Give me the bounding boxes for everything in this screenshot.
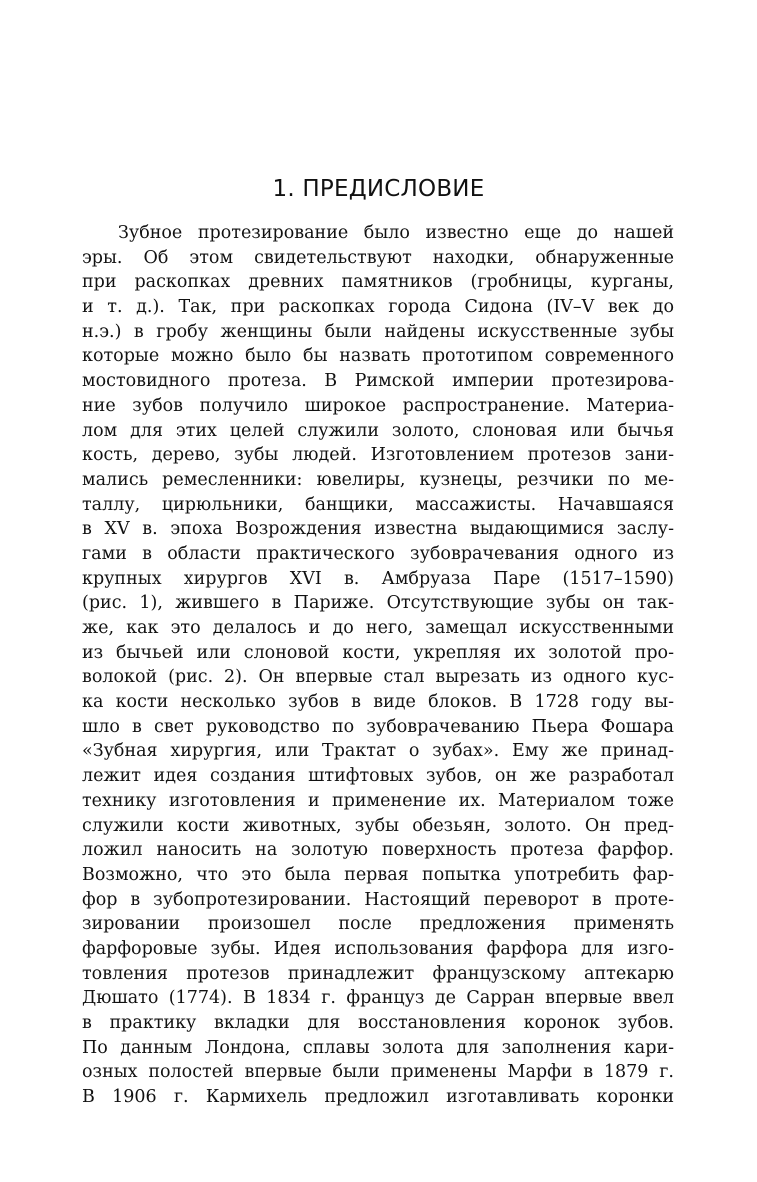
- text-line: н.э.) в гробу женщины были найдены искусственные зубы: [82, 321, 674, 342]
- text-line: шло в свет руководство по зубоврачеванию Пьера Фошара: [82, 716, 674, 737]
- text-line: «Зубная хирургия, или Трактат о зубах». Ему же принад-: [82, 741, 674, 762]
- text-line: озных полостей впервые были применены Марфи в 1879 г.: [82, 1062, 674, 1083]
- text-line: В 1906 г. Кармихель предложил изготавливать коронки: [82, 1087, 674, 1108]
- text-line: ка кости несколько зубов в виде блоков. В 1728 году вы-: [82, 692, 674, 713]
- text-line: Зубное протезирование было известно еще до нашей: [118, 223, 674, 243]
- text-line: (рис. 1), жившего в Париже. Отсутствующие зубы он так-: [82, 593, 674, 614]
- text-line: мостовидного протеза. В Римской империи протезирова-: [82, 371, 674, 392]
- text-line: таллу, цирюльники, банщики, массажисты. Начавшаяся: [82, 494, 674, 515]
- text-line: из бычьей или слоновой кости, укрепляя их золотой про-: [82, 642, 674, 663]
- text-line: фор в зубопротезировании. Настоящий переворот в проте-: [82, 889, 674, 910]
- text-line: которые можно было бы назвать прототипом современного: [82, 346, 674, 367]
- text-line: зировании произошел после предложения применять: [82, 914, 674, 935]
- text-line: технику изготовления и применение их. Материалом тоже: [82, 790, 674, 811]
- text-line: лежит идея создания штифтовых зубов, он же разработал: [82, 766, 674, 787]
- text-line: при раскопках древних памятников (гробницы, курганы,: [82, 272, 674, 293]
- text-line: Возможно, что это была первая попытка употребить фар-: [82, 864, 674, 885]
- text-line: и т. д.). Так, при раскопках города Сидона (IV–V век до: [82, 297, 674, 318]
- text-line: волокой (рис. 2). Он впервые стал вырезать из одного кус-: [82, 667, 674, 688]
- text-line: в практику вкладки для восстановления коронок зубов.: [82, 1013, 674, 1033]
- text-line: кость, дерево, зубы людей. Изготовлением протезов зани-: [82, 445, 674, 466]
- chapter-heading: 1. ПРЕДИСЛОВИЕ: [272, 176, 485, 202]
- text-line: лом для этих целей служили золото, слоновая или бычья: [82, 420, 674, 441]
- text-line: крупных хирургов XVI в. Амбруаза Паре (1517–1590): [82, 568, 674, 589]
- text-line: в XV в. эпоха Возрождения известна выдающимися заслу-: [82, 519, 674, 540]
- text-line: эры. Об этом свидетельствуют находки, обнаруженные: [82, 247, 674, 268]
- text-line: же, как это делалось и до него, замещал искусственными: [82, 618, 674, 638]
- text-line: служили кости животных, зубы обезьян, золото. Он пред-: [82, 815, 674, 836]
- text-line: По данным Лондона, сплавы золота для заполнения кари-: [82, 1037, 674, 1058]
- body-paragraph: [82, 221, 674, 1110]
- text-line: товления протезов принадлежит французскому аптекарю: [82, 963, 674, 984]
- text-line: фарфоровые зубы. Идея использования фарфора для изго-: [82, 938, 674, 959]
- text-line: ложил наносить на золотую поверхность протеза фарфор.: [82, 840, 674, 861]
- text-line: Дюшато (1774). В 1834 г. француз де Сарран впервые ввел: [82, 988, 674, 1009]
- text-line: гами в области практического зубоврачевания одного из: [82, 543, 674, 564]
- text-line: мались ремесленники: ювелиры, кузнецы, резчики по ме-: [82, 469, 674, 490]
- text-line: ние зубов получило широкое распространение. Материа-: [82, 395, 674, 416]
